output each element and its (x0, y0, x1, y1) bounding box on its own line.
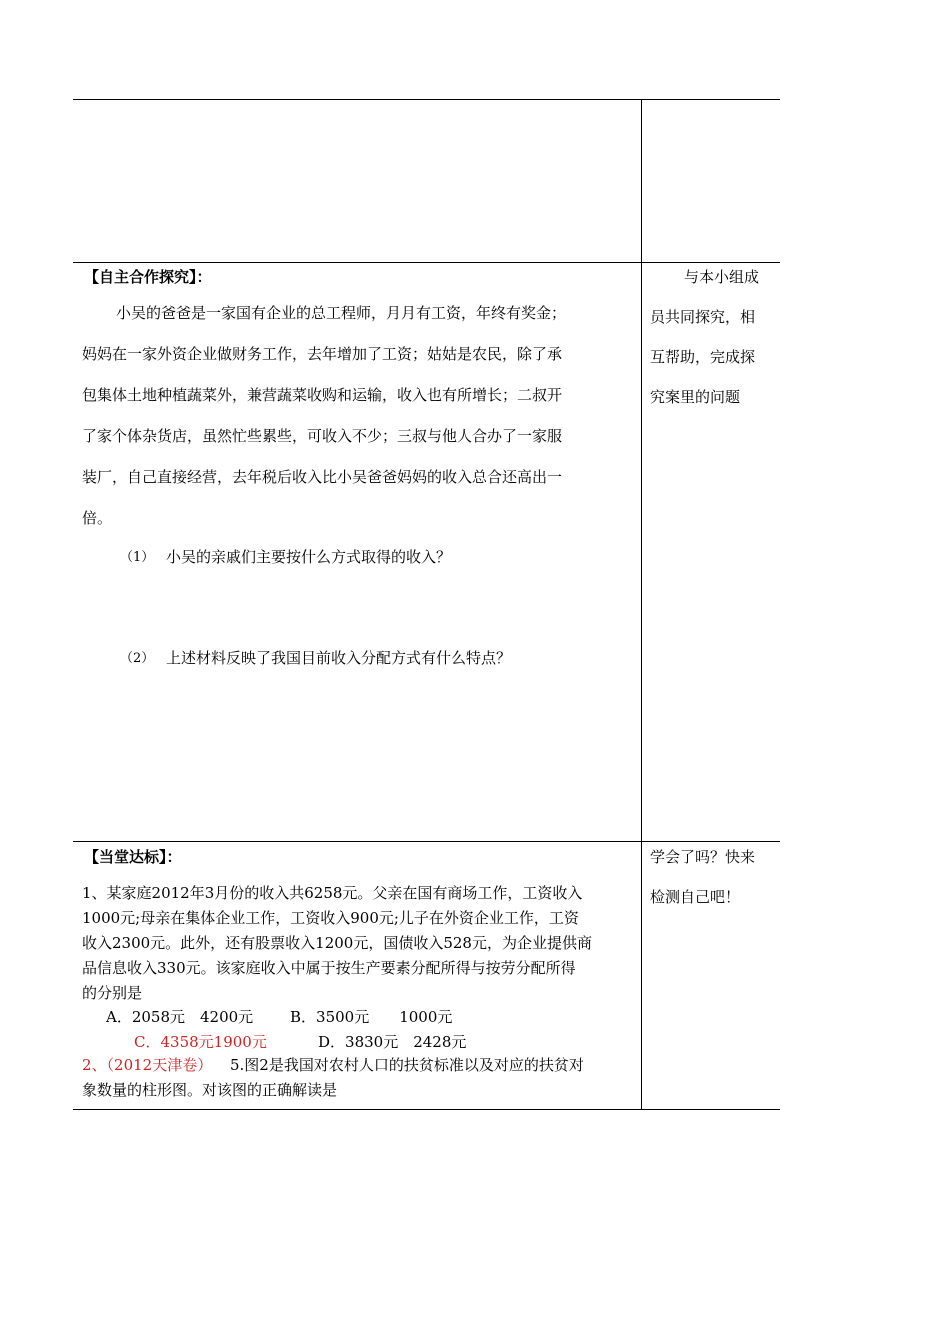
option-b: B．3500元 1000元 (290, 1008, 453, 1026)
section1-paragraph-line: 了家个体杂货店，虽然忙些累些，可收入不少；三叔与他人合办了一家服 (82, 427, 563, 445)
exercise2-line: 5.图2是我国对农村人口的扶贫标准以及对应的扶贫对 (230, 1056, 584, 1074)
exercise2-source: 2、（2012天津卷） (82, 1056, 213, 1074)
option-d: D．3830元 2428元 (318, 1033, 467, 1051)
side-note-line: 员共同探究，相 (650, 308, 756, 326)
section2-title: 【当堂达标】： (84, 848, 182, 866)
side-note-line: 与本小组成 (684, 268, 760, 286)
section2-top-border (73, 841, 780, 842)
exercise1-line: 的分别是 (82, 984, 143, 1002)
section2-side-note (650, 846, 774, 926)
section1-paragraph-line: 倍。 (82, 509, 113, 527)
option-a: A．2058元 4200元 (106, 1008, 254, 1026)
option-c: C．4358元1900元 (134, 1033, 267, 1051)
section1-paragraph-line: 小吴的爸爸是一家国有企业的总工程师，月月有工资，年终有奖金； (116, 304, 567, 322)
exercise1-line: 1000元;母亲在集体企业工作，工资收入900元;儿子在外资企业工作，工资 (82, 909, 579, 927)
side-note-line: 检测自己吧！ (650, 888, 741, 906)
section1-title: 【自主合作探究】： (84, 268, 212, 286)
question1-number: （1） (120, 550, 155, 565)
side-note-line: 学会了吗？快来 (650, 848, 756, 866)
question2-number: （2） (120, 651, 155, 666)
table-column-divider (641, 99, 642, 1109)
question2-text: 上述材料反映了我国目前收入分配方式有什么特点？ (166, 649, 512, 667)
question1-text: 小吴的亲戚们主要按什么方式取得的收入？ (166, 548, 452, 566)
exercise1-line: 品信息收入330元。该家庭收入中属于按生产要素分配所得与按劳分配所得 (82, 959, 576, 977)
side-note-line: 互帮助，完成探 (650, 348, 756, 366)
section1-top-border (73, 262, 780, 263)
section1-paragraph-line: 包集体土地种植蔬菜外，兼营蔬菜收购和运输，收入也有所增长；二叔开 (82, 386, 563, 404)
section1-side-note (650, 266, 774, 426)
table-top-border (73, 99, 780, 100)
section1-paragraph-line: 装厂，自己直接经营，去年税后收入比小吴爸爸妈妈的收入总合还高出一 (82, 468, 563, 486)
table-bottom-border (73, 1109, 780, 1110)
exercise1-line: 收入2300元。此外，还有股票收入1200元，国债收入528元，为企业提供商 (82, 934, 592, 952)
side-note-line: 究案里的问题 (650, 388, 741, 406)
exercise2-line: 象数量的柱形图。对该图的正确解读是 (82, 1081, 338, 1099)
section1-paragraph-line: 妈妈在一家外资企业做财务工作，去年增加了工资；姑姑是农民，除了承 (82, 345, 563, 363)
exercise1-line: 1、某家庭2012年3月份的收入共6258元。父亲在国有商场工作，工资收入 (82, 884, 583, 902)
